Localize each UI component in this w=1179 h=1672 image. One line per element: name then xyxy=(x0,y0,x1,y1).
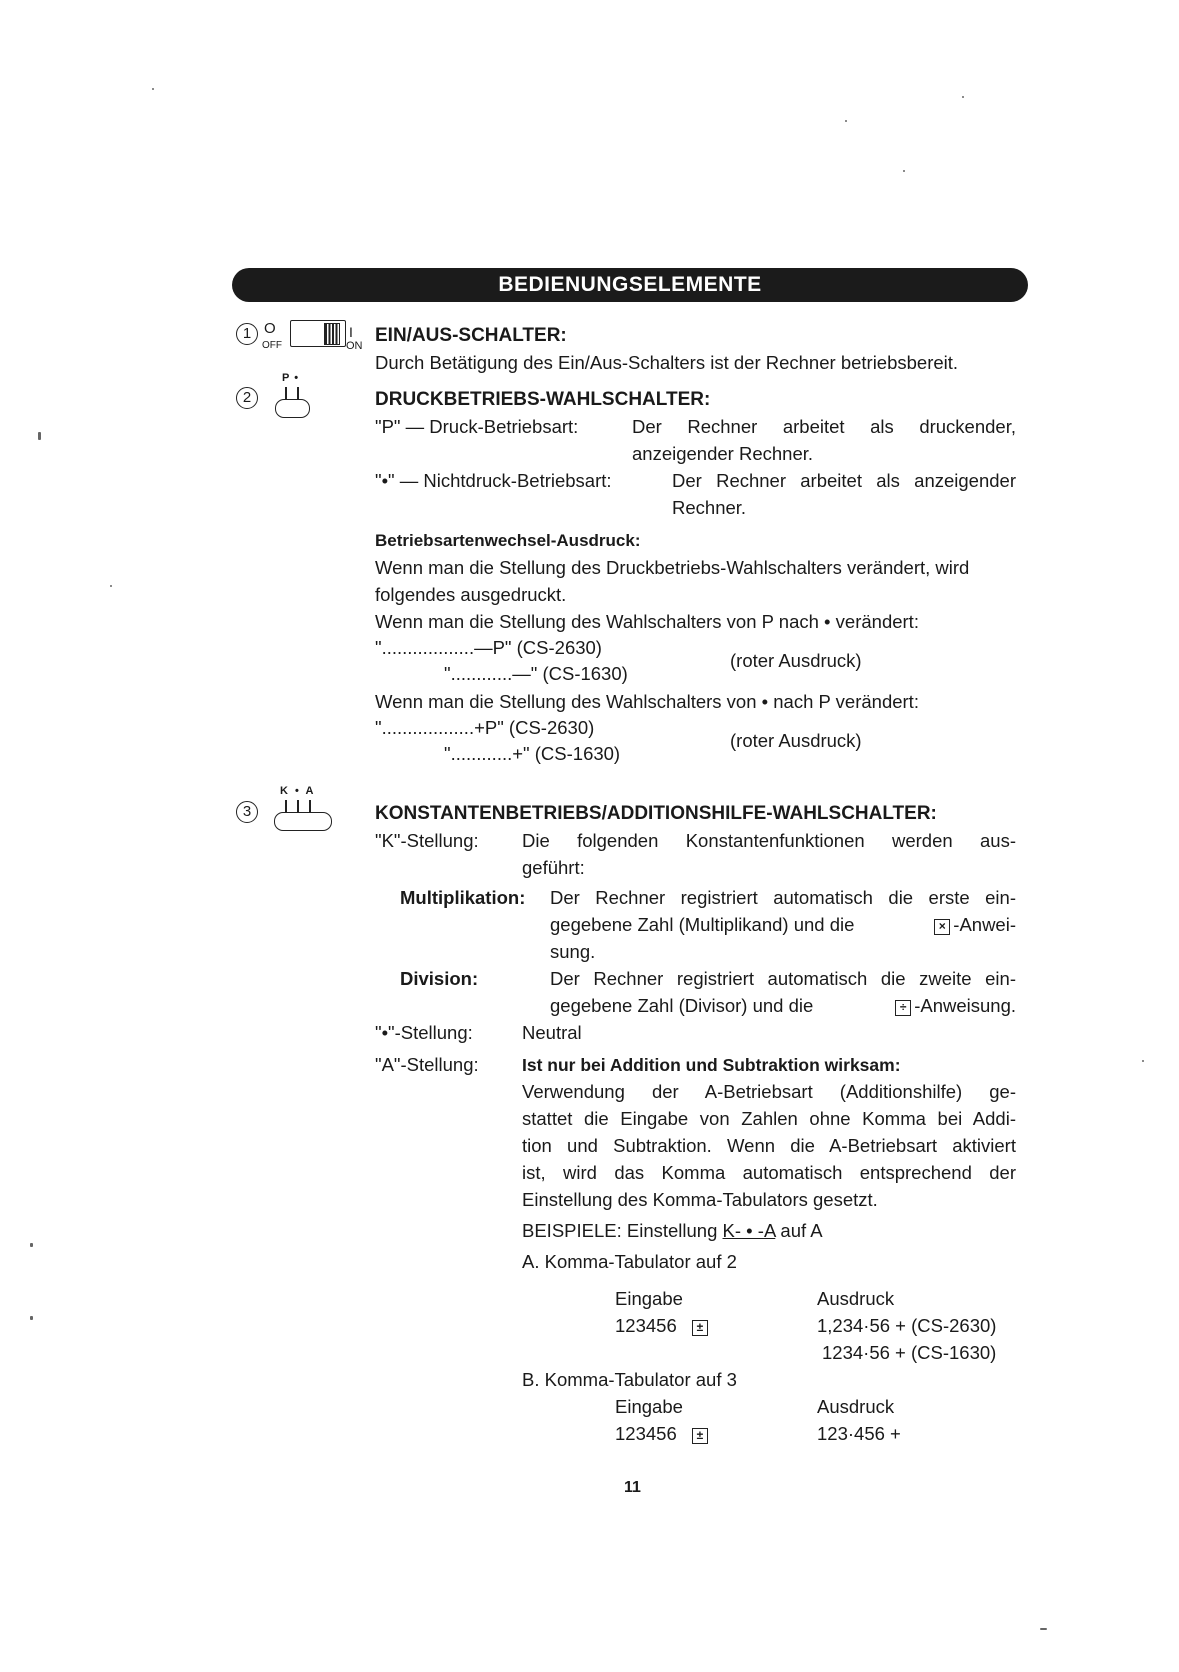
scan-speck xyxy=(38,432,41,440)
k-position-text-1: Die folgenden Konstantenfunktionen werden aus- xyxy=(522,830,1016,851)
mode-change-text-1: Wenn man die Stellung des Druckbetriebs-Wahlschalters verändert, wird xyxy=(375,557,970,578)
division-text-1: Der Rechner registriert automatisch die zweite ein- xyxy=(550,968,1016,989)
plus-minus-key-icon: ± xyxy=(692,1320,708,1336)
a-position-bold: Ist nur bei Addition und Subtraktion wirksam: xyxy=(522,1055,901,1075)
multiplication-text-2a: gegebene Zahl (Multiplikand) und die xyxy=(550,914,855,935)
examples-setting: K- • -A xyxy=(722,1220,776,1241)
division-text-2 xyxy=(550,995,1016,1017)
multiplication-text-2b: -Anwei- xyxy=(953,914,1016,935)
division-label: Division: xyxy=(400,968,479,989)
change-p-to-dot: Wenn man die Stellung des Wahlschalters von P nach • verändert: xyxy=(375,611,919,632)
example-b-input-header: Eingabe xyxy=(615,1396,683,1417)
marker-2: 2 xyxy=(236,387,258,409)
page-number: 11 xyxy=(624,1479,641,1496)
dot-position-label: "•"-Stellung: xyxy=(375,1022,473,1043)
example-a-input xyxy=(615,1315,711,1337)
switch3-pos-labels: K • A xyxy=(280,785,316,797)
multiplication-text-3: sung. xyxy=(550,941,596,962)
division-text-2b: -Anweisung. xyxy=(914,995,1016,1016)
off-label: OFF xyxy=(262,340,282,351)
example-a-output-1: 1,234·56 + (CS-2630) xyxy=(817,1315,997,1336)
multiplication-label: Multiplikation: xyxy=(400,887,526,908)
printout-cs1630-plus: "............+" (CS-1630) xyxy=(444,743,621,764)
printout-cs2630-plus: "..................+P" (CS-2630) xyxy=(375,717,595,738)
example-a-input-value: 123456 xyxy=(615,1315,677,1336)
sec2-title: DRUCKBETRIEBS-WAHLSCHALTER: xyxy=(375,389,711,410)
printout-cs2630-minus: "..................—P" (CS-2630) xyxy=(375,637,602,658)
multiplication-text-2 xyxy=(550,914,1016,936)
red-print-note: (roter Ausdruck) xyxy=(730,730,862,751)
sec1-title: EIN/AUS-SCHALTER: xyxy=(375,325,567,346)
a-position-label: "A"-Stellung: xyxy=(375,1054,479,1075)
sec3-title: KONSTANTENBETRIEBS/ADDITIONSHILFE-WAHLSCHALTER: xyxy=(375,803,937,824)
example-b-output-header: Ausdruck xyxy=(817,1396,895,1417)
example-a-title: A. Komma-Tabulator auf 2 xyxy=(522,1251,737,1272)
scan-speck xyxy=(845,120,847,122)
mode-change-text-2: folgendes ausgedruckt. xyxy=(375,584,567,605)
constant-mode-switch-icon xyxy=(270,785,340,843)
on-label: ON xyxy=(346,340,363,352)
p-mode-text-2: anzeigender Rechner. xyxy=(632,443,814,464)
off-symbol: O xyxy=(264,320,276,337)
example-b-input xyxy=(615,1423,711,1445)
marker-3: 3 xyxy=(236,801,258,823)
switch2-pos-labels: P • xyxy=(282,372,300,384)
sec1-text: Durch Betätigung des Ein/Aus-Schalters ist der Rechner betriebsbereit. xyxy=(375,352,959,373)
scan-speck xyxy=(110,585,112,587)
dot-mode-text-1: Der Rechner arbeitet als anzeigender xyxy=(672,470,1016,491)
mode-change-subtitle: Betriebsartenwechsel-Ausdruck: xyxy=(375,531,641,550)
dot-mode-label: "•" — Nichtdruck-Betriebsart: xyxy=(375,470,612,491)
red-print-note: (roter Ausdruck) xyxy=(730,650,862,671)
dot-mode-text-2: Rechner. xyxy=(672,497,747,518)
examples-label: BEISPIELE: Einstellung xyxy=(522,1220,718,1241)
a-position-text-5: Einstellung des Komma-Tabulators gesetzt. xyxy=(522,1189,878,1210)
p-mode-text-1: Der Rechner arbeitet als druckender, xyxy=(632,416,1016,437)
k-position-label: "K"-Stellung: xyxy=(375,830,479,851)
print-mode-switch-icon xyxy=(270,372,320,430)
example-b-input-value: 123456 xyxy=(615,1423,677,1444)
division-text-2a: gegebene Zahl (Divisor) und die xyxy=(550,995,814,1016)
printout-cs1630-minus: "............—" (CS-1630) xyxy=(444,663,628,684)
section-banner: BEDIENUNGSELEMENTE xyxy=(232,268,1028,302)
marker-1: 1 xyxy=(236,323,258,345)
dot-position-text: Neutral xyxy=(522,1022,582,1043)
example-a-input-header: Eingabe xyxy=(615,1288,683,1309)
multiply-key-icon: × xyxy=(934,919,950,935)
scan-speck xyxy=(30,1243,33,1247)
on-off-switch-icon xyxy=(262,318,372,358)
a-position-text-2: stattet die Eingabe von Zahlen ohne Komma bei Addi- xyxy=(522,1108,1016,1129)
scan-speck xyxy=(903,170,905,172)
scan-speck xyxy=(152,88,154,90)
p-mode-label: "P" — Druck-Betriebsart: xyxy=(375,416,579,437)
example-a-output-2: 1234·56 + (CS-1630) xyxy=(822,1342,997,1363)
change-dot-to-p: Wenn man die Stellung des Wahlschalters von • nach P verändert: xyxy=(375,691,919,712)
example-b-title: B. Komma-Tabulator auf 3 xyxy=(522,1369,737,1390)
example-a-output-header: Ausdruck xyxy=(817,1288,895,1309)
a-position-text-1: Verwendung der A-Betriebsart (Additionshilfe) ge- xyxy=(522,1081,1016,1102)
a-position-text-3: tion und Subtraktion. Wenn die A-Betriebsart aktiviert xyxy=(522,1135,1016,1156)
divide-key-icon: ÷ xyxy=(895,1000,911,1016)
scan-speck xyxy=(962,96,964,98)
plus-minus-key-icon: ± xyxy=(692,1428,708,1444)
example-b-output: 123·456 + xyxy=(817,1423,901,1444)
scan-speck xyxy=(30,1316,33,1320)
examples-line xyxy=(522,1220,823,1242)
multiplication-text-1: Der Rechner registriert automatisch die erste ein- xyxy=(550,887,1016,908)
scan-speck xyxy=(1142,1060,1144,1062)
examples-target: auf A xyxy=(780,1220,823,1241)
a-position-text-4: ist, wird das Komma automatisch entsprechend der xyxy=(522,1162,1016,1183)
scan-speck xyxy=(1040,1628,1047,1630)
on-symbol: I xyxy=(349,324,353,340)
k-position-text-2: geführt: xyxy=(522,857,585,878)
